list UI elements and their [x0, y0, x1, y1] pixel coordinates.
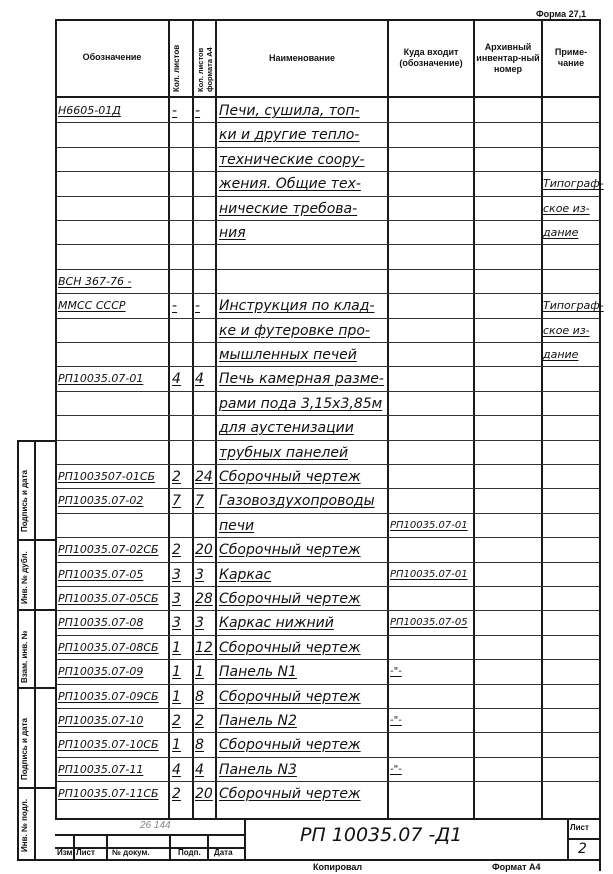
- tb-sheet-no: 2: [578, 841, 587, 857]
- cell-note: дание: [543, 226, 579, 239]
- cell-format: 12: [195, 639, 213, 656]
- cell-name: нические требова-: [219, 200, 358, 217]
- cell-name: технические соору-: [219, 151, 365, 168]
- cell-name: печи: [219, 517, 255, 534]
- tb-sheet-label: Лист: [570, 823, 589, 832]
- cell-name: Каркас: [219, 566, 272, 583]
- cell-name: жения. Общие тех-: [219, 176, 361, 193]
- tb-col-sheet: Лист: [76, 848, 95, 857]
- cell-count: 3: [172, 591, 181, 607]
- cell-count: 2: [172, 469, 181, 485]
- cell-format: -: [195, 103, 201, 119]
- cell-name: Печь камерная разме-: [219, 371, 384, 388]
- cell-format: 28: [195, 591, 213, 607]
- cell-count: 4: [172, 371, 181, 388]
- cell-count: 2: [172, 713, 181, 729]
- footer-format: Формат А4: [492, 862, 541, 872]
- cell-name: Панель N3: [219, 761, 297, 778]
- side-label-inv-dup: Инв. № дубл.: [20, 551, 29, 604]
- cell-name: Инструкция по клад-: [219, 298, 375, 315]
- cell-name: Каркас нижний: [219, 615, 334, 632]
- cell-name: Сборочный чертеж: [219, 688, 361, 705]
- cell-name: для аустенизации: [219, 420, 354, 437]
- header-note: Приме-чание: [554, 47, 588, 68]
- side-label-sign-date-top: Подпись и дата: [20, 470, 29, 532]
- cell-name: ке и футеровке про-: [219, 322, 370, 339]
- cell-designation: РП10035.07-11: [58, 762, 144, 776]
- cell-format: 1: [195, 664, 204, 681]
- cell-count: 2: [172, 542, 181, 559]
- header-sheet-count: Кол. листов: [172, 44, 181, 92]
- cell-format: 2: [195, 713, 204, 729]
- cell-designation: ММСС СССР: [58, 299, 126, 313]
- header-name: Наименование: [268, 53, 336, 63]
- header-where-used: Куда входит (обозначение): [399, 47, 463, 68]
- cell-name: трубных панелей: [219, 444, 349, 461]
- cell-format: 3: [195, 566, 204, 583]
- cell-designation: Н6605-01Д: [58, 104, 121, 117]
- cell-designation: РП10035.07-11СБ: [58, 787, 159, 801]
- cell-count: 1: [172, 737, 181, 754]
- cell-name: Сборочный чертеж: [219, 469, 361, 485]
- header-sheet-format: Кол. листов формата А4: [196, 47, 214, 92]
- cell-count: 3: [172, 566, 181, 583]
- cell-where-used: -"-: [390, 763, 402, 775]
- cell-format: -: [195, 298, 201, 315]
- cell-designation: РП10035.07-02СБ: [58, 543, 159, 557]
- cell-name: Сборочный чертеж: [219, 737, 361, 754]
- cell-name: Сборочный чертеж: [219, 542, 361, 559]
- cell-name: Газовоздухопроводы: [219, 493, 375, 510]
- cell-format: 20: [195, 786, 213, 803]
- cell-name: Панель N1: [219, 664, 297, 681]
- cell-name: Печи, сушила, топ-: [219, 103, 360, 119]
- cell-format: 4: [195, 761, 204, 778]
- cell-designation: РП10035.07-02: [58, 494, 144, 508]
- cell-name: ки и другие тепло-: [219, 127, 360, 144]
- cell-designation: РП10035.07-05: [58, 567, 144, 581]
- side-label-sign-date-bottom: Подпись и дата: [20, 718, 29, 780]
- cell-designation: РП1003507-01СБ: [58, 470, 156, 483]
- cell-format: 8: [195, 688, 204, 705]
- header-designation: Обозначение: [82, 52, 142, 62]
- cell-name: Сборочный чертеж: [219, 639, 361, 656]
- cell-count: -: [172, 103, 178, 119]
- tb-col-date: Дата: [214, 848, 233, 857]
- cell-format: 3: [195, 615, 204, 632]
- cell-count: 1: [172, 639, 181, 656]
- cell-note: ское из-: [543, 323, 590, 337]
- cell-count: -: [172, 298, 178, 315]
- cell-format: 4: [195, 371, 204, 388]
- cell-designation: РП10035.07-01: [58, 372, 144, 386]
- cell-name: мышленных печей: [219, 347, 357, 363]
- cell-count: 3: [172, 615, 181, 632]
- cell-designation: РП10035.07-10: [58, 714, 144, 727]
- cell-count: 1: [172, 688, 181, 705]
- cell-note: дание: [543, 348, 579, 361]
- cell-format: 24: [195, 469, 213, 485]
- cell-note: Типограф-: [543, 299, 604, 313]
- cell-designation: РП10035.07-08СБ: [58, 640, 159, 654]
- cell-note: Типограф-: [543, 177, 604, 191]
- cell-count: 7: [172, 493, 181, 510]
- header-archive-no: Архивный инвентар-ный номер: [476, 42, 540, 74]
- side-label-inv-orig: Инв. № подл.: [20, 798, 29, 852]
- cell-name: ния: [219, 225, 246, 241]
- cell-designation: РП10035.07-09СБ: [58, 689, 159, 703]
- cell-designation: РП10035.07-08: [58, 616, 144, 630]
- cell-format: 20: [195, 542, 213, 559]
- tb-col-doc: № докум.: [112, 848, 150, 857]
- cell-designation: РП10035.07-10СБ: [58, 738, 159, 752]
- form-label: Форма 27,1: [536, 9, 587, 19]
- cell-designation: РП10035.07-09: [58, 665, 144, 679]
- cell-where-used: -"-: [390, 715, 402, 726]
- cell-count: 1: [172, 664, 181, 681]
- tb-doc-code: РП 10035.07 -Д1: [300, 824, 463, 846]
- cell-note: ское из-: [543, 201, 590, 215]
- cell-name: Сборочный чертеж: [219, 591, 361, 607]
- cell-name: Сборочный чертеж: [219, 786, 361, 803]
- cell-where-used: РП10035.07-01: [390, 568, 468, 580]
- tb-faint-numbers: 26 144: [140, 820, 171, 831]
- cell-format: 7: [195, 493, 204, 510]
- cell-where-used: РП10035.07-05: [390, 617, 468, 629]
- cell-count: 4: [172, 761, 181, 778]
- cell-designation: ВСН 367-76 -: [58, 274, 132, 288]
- footer-copied: Копировал: [313, 862, 363, 872]
- cell-designation: РП10035.07-05СБ: [58, 592, 159, 605]
- cell-where-used: РП10035.07-01: [390, 519, 468, 531]
- tb-col-change: Изм: [57, 848, 73, 857]
- cell-name: рами пода 3,15х3,85м: [219, 395, 383, 412]
- cell-count: 2: [172, 786, 181, 803]
- cell-where-used: -"-: [390, 666, 402, 678]
- tb-col-sign: Подп.: [178, 848, 201, 857]
- cell-name: Панель N2: [219, 713, 297, 729]
- side-label-swap-inv: Взам. инв. №: [20, 630, 29, 683]
- cell-format: 8: [195, 737, 204, 754]
